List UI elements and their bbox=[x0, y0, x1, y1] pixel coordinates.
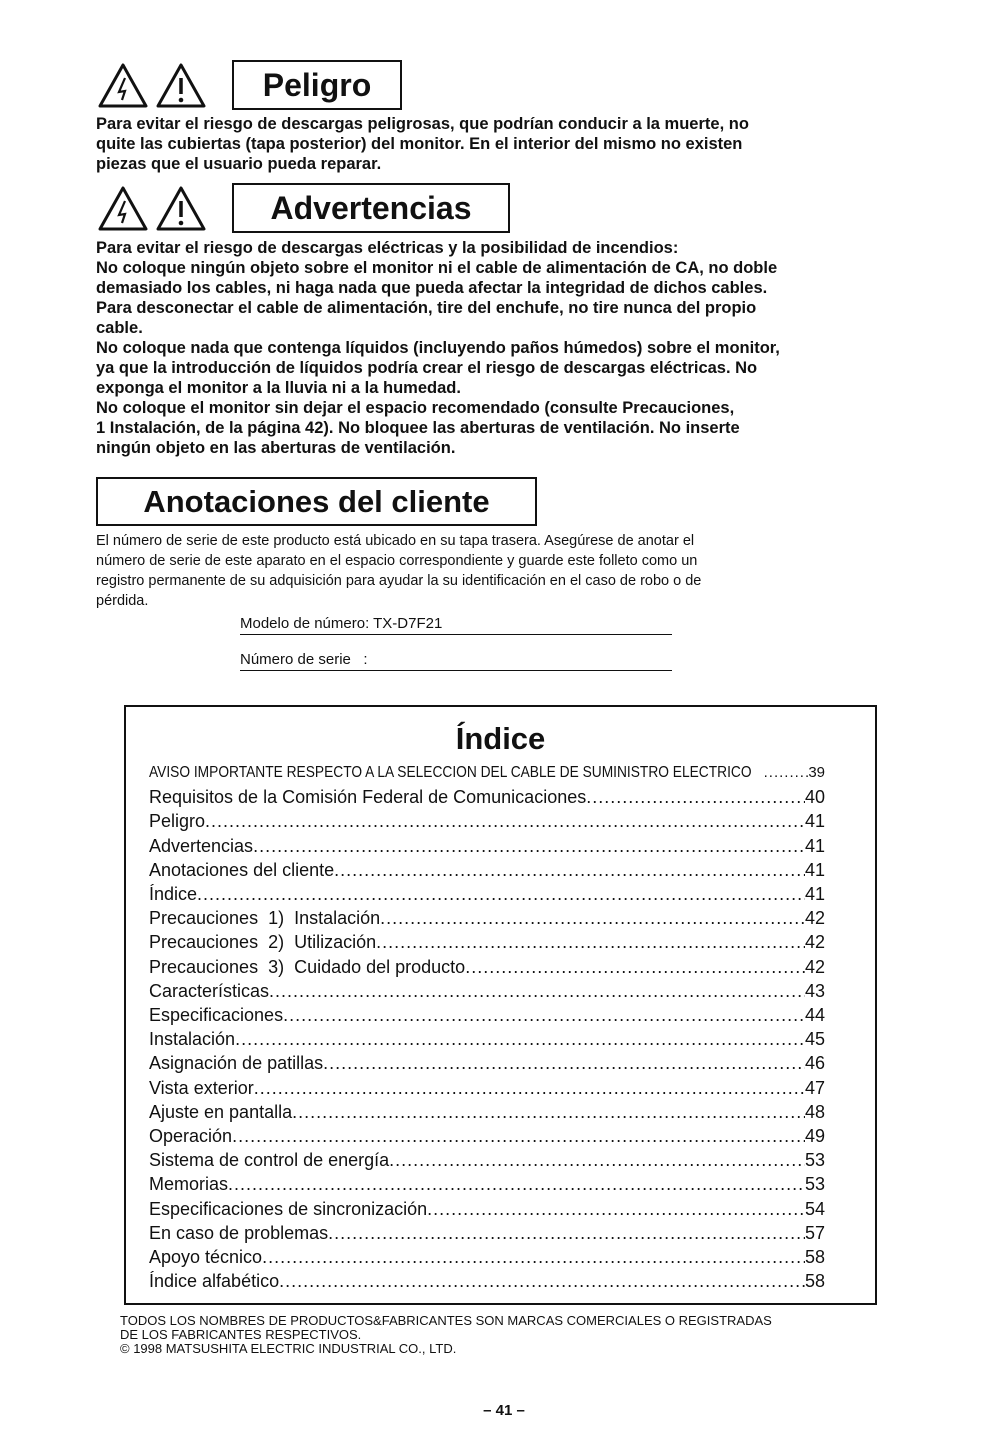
toc-entry-page: 41 bbox=[804, 811, 825, 832]
toc-entry-label: Apoyo técnico bbox=[149, 1247, 263, 1268]
text-line: No coloque el monitor sin dejar el espacio recomendado (consulte Precauciones, bbox=[96, 399, 735, 417]
toc-entry[interactable] bbox=[149, 1221, 825, 1245]
toc-entry-page: 58 bbox=[804, 1271, 825, 1292]
toc-entry[interactable] bbox=[149, 1148, 825, 1172]
toc-entry[interactable] bbox=[149, 906, 825, 930]
dot-leader bbox=[764, 761, 809, 785]
toc-entry-label: Instalación bbox=[149, 1029, 236, 1050]
electric-shock-warning-icon bbox=[98, 62, 148, 108]
serial-number-label: Número de serie : bbox=[240, 651, 368, 668]
toc-entry-page: 46 bbox=[804, 1053, 825, 1074]
toc-entry-page: 44 bbox=[804, 1005, 825, 1026]
toc-entry[interactable] bbox=[149, 761, 825, 785]
dot-leader bbox=[323, 1051, 805, 1075]
model-number-label: Modelo de número: TX-D7F21 bbox=[240, 615, 443, 632]
text-line: exponga el monitor a la lluvia ni a la humedad. bbox=[96, 379, 461, 397]
anotaciones-text bbox=[96, 531, 701, 611]
toc-entry-page: 49 bbox=[804, 1126, 825, 1147]
text-line: número de serie de este aparato en el espacio correspondiente y guarde este folleto como un bbox=[96, 553, 698, 569]
dot-leader bbox=[232, 1124, 805, 1148]
advertencias-title: Advertencias bbox=[232, 183, 510, 233]
toc-entry-page: 54 bbox=[804, 1198, 825, 1219]
toc-entry[interactable] bbox=[149, 955, 825, 979]
toc-entry-label: Anotaciones del cliente bbox=[149, 859, 335, 880]
toc-entry[interactable] bbox=[149, 834, 825, 858]
table-of-contents bbox=[124, 705, 877, 1305]
toc-entry-page: 42 bbox=[804, 956, 825, 977]
dot-leader bbox=[334, 858, 805, 882]
text-line: quite las cubiertas (tapa posterior) del monitor. En el interior del mismo no existen bbox=[96, 135, 743, 153]
text-line: © 1998 MATSUSHITA ELECTRIC INDUSTRIAL CO., LTD. bbox=[120, 1341, 457, 1356]
toc-entry-label: Memorias bbox=[149, 1174, 229, 1195]
toc-entry-label: Índice alfabético bbox=[149, 1271, 280, 1292]
toc-entry[interactable] bbox=[149, 1027, 825, 1051]
toc-entry[interactable] bbox=[149, 882, 825, 906]
toc-entry[interactable] bbox=[149, 809, 825, 833]
text-line: ya que la introducción de líquidos podría crear el riesgo de descargas eléctricas. No bbox=[96, 359, 758, 377]
text-line: Para evitar el riesgo de descargas eléctricas y la posibilidad de incendios: bbox=[96, 239, 679, 257]
toc-entry-page: 41 bbox=[804, 859, 825, 880]
toc-entry[interactable] bbox=[149, 785, 825, 809]
toc-entry[interactable] bbox=[149, 1172, 825, 1196]
dot-leader bbox=[586, 785, 805, 809]
toc-entry[interactable] bbox=[149, 979, 825, 1003]
anotaciones-title: Anotaciones del cliente bbox=[96, 477, 537, 526]
text-line: piezas que el usuario pueda reparar. bbox=[96, 155, 382, 173]
dot-leader bbox=[279, 1269, 805, 1293]
toc-entry-label: Especificaciones de sincronización bbox=[149, 1198, 428, 1219]
toc-entry-page: 41 bbox=[804, 835, 825, 856]
toc-entry-page: 53 bbox=[804, 1174, 825, 1195]
text-line: demasiado los cables, ni haga nada que pueda afectar la integridad de dichos cables. bbox=[96, 279, 768, 297]
dot-leader bbox=[197, 882, 805, 906]
electric-shock-warning-icon bbox=[98, 185, 148, 231]
toc-entry-label: Ajuste en pantalla bbox=[149, 1101, 293, 1122]
peligro-title: Peligro bbox=[232, 60, 402, 110]
toc-entry[interactable] bbox=[149, 1269, 825, 1293]
trademark-notice bbox=[120, 1314, 772, 1356]
toc-entry[interactable] bbox=[149, 1124, 825, 1148]
toc-entry[interactable] bbox=[149, 1003, 825, 1027]
toc-entry-label: Asignación de patillas bbox=[149, 1053, 324, 1074]
toc-entry-label: Precauciones 1) Instalación bbox=[149, 908, 381, 929]
dot-leader bbox=[269, 979, 805, 1003]
text-line: El número de serie de este producto está ubicado en su tapa trasera. Asegúrese de anotar el bbox=[96, 533, 695, 549]
page-number: – 41 – bbox=[483, 1402, 525, 1419]
dot-leader bbox=[262, 1245, 805, 1269]
model-number-field[interactable] bbox=[240, 614, 672, 635]
toc-entry-label: Características bbox=[149, 980, 270, 1001]
text-line: Para evitar el riesgo de descargas peligrosas, que podrían conducir a la muerte, no bbox=[96, 115, 749, 133]
text-line: DE LOS FABRICANTES RESPECTIVOS. bbox=[120, 1327, 362, 1342]
text-line: registro permanente de su adquisición para ayudar la su identificación en el caso de robo o de bbox=[96, 573, 702, 589]
toc-entry-label: Precauciones 2) Utilización bbox=[149, 932, 377, 953]
toc-entry-page: 47 bbox=[804, 1077, 825, 1098]
dot-leader bbox=[205, 809, 805, 833]
peligro-header bbox=[98, 60, 402, 110]
toc-entry-page: 42 bbox=[804, 932, 825, 953]
toc-entry-page: 57 bbox=[804, 1222, 825, 1243]
toc-entry-page: 45 bbox=[804, 1029, 825, 1050]
toc-entry-label: Especificaciones bbox=[149, 1005, 284, 1026]
toc-entry-page: 42 bbox=[804, 908, 825, 929]
toc-entry[interactable] bbox=[149, 858, 825, 882]
toc-entry-label: En caso de problemas bbox=[149, 1222, 329, 1243]
advertencias-text bbox=[96, 238, 780, 458]
toc-entry-label: Precauciones 3) Cuidado del producto bbox=[149, 956, 466, 977]
toc-entry[interactable] bbox=[149, 1197, 825, 1221]
text-line: pérdida. bbox=[96, 593, 149, 609]
dot-leader bbox=[328, 1221, 805, 1245]
text-line: No coloque nada que contenga líquidos (incluyendo paños húmedos) sobre el monitor, bbox=[96, 339, 780, 357]
peligro-text bbox=[96, 114, 749, 174]
toc-entry-label: Operación bbox=[149, 1126, 233, 1147]
toc-entry-page: 41 bbox=[804, 884, 825, 905]
caution-warning-icon bbox=[156, 62, 206, 108]
text-line: 1 Instalación, de la página 42). No bloquee las aberturas de ventilación. No inserte bbox=[96, 419, 740, 437]
toc-entry-label: Advertencias bbox=[149, 835, 254, 856]
toc-entry-label: AVISO IMPORTANTE RESPECTO A LA SELECCION DEL CABLE DE SUMINISTRO ELECTRICO bbox=[149, 764, 752, 781]
toc-entry[interactable] bbox=[149, 1076, 825, 1100]
toc-entry-label: Índice bbox=[149, 884, 198, 905]
toc-entry-page: 48 bbox=[804, 1101, 825, 1122]
toc-entry-page: 40 bbox=[804, 787, 825, 808]
text-line: Para desconectar el cable de alimentación, tire del enchufe, no tire nunca del propio bbox=[96, 299, 757, 317]
dot-leader bbox=[376, 930, 805, 954]
text-line: ningún objeto en las aberturas de ventilación. bbox=[96, 439, 456, 457]
toc-entry-page: 43 bbox=[804, 980, 825, 1001]
text-line: No coloque ningún objeto sobre el monitor ni el cable de alimentación de CA, no doble bbox=[96, 259, 778, 277]
advertencias-header bbox=[98, 183, 510, 233]
caution-warning-icon bbox=[156, 185, 206, 231]
serial-number-field[interactable] bbox=[240, 650, 672, 671]
toc-entry-page: 58 bbox=[804, 1247, 825, 1268]
dot-leader bbox=[235, 1027, 805, 1051]
dot-leader bbox=[389, 1148, 805, 1172]
dot-leader bbox=[465, 955, 805, 979]
dot-leader bbox=[292, 1100, 805, 1124]
toc-entry[interactable] bbox=[149, 1100, 825, 1124]
toc-entry[interactable] bbox=[149, 1051, 825, 1075]
text-line: cable. bbox=[96, 319, 143, 337]
dot-leader bbox=[253, 834, 805, 858]
toc-entry-page: 39 bbox=[808, 764, 825, 781]
dot-leader bbox=[228, 1172, 805, 1196]
toc-entry-page: 53 bbox=[804, 1150, 825, 1171]
text-line: TODOS LOS NOMBRES DE PRODUCTOS&FABRICANTES SON MARCAS COMERCIALES O REGISTRADAS bbox=[120, 1313, 772, 1328]
dot-leader bbox=[380, 906, 805, 930]
toc-entry-label: Peligro bbox=[149, 811, 206, 832]
toc-entry-label: Vista exterior bbox=[149, 1077, 254, 1098]
toc-title: Índice bbox=[455, 721, 546, 756]
toc-entry-label: Requisitos de la Comisión Federal de Comunicaciones bbox=[149, 787, 587, 808]
dot-leader bbox=[254, 1076, 805, 1100]
toc-entry[interactable] bbox=[149, 930, 825, 954]
dot-leader bbox=[283, 1003, 805, 1027]
dot-leader bbox=[427, 1197, 805, 1221]
toc-entry-label: Sistema de control de energía bbox=[149, 1150, 390, 1171]
toc-entry[interactable] bbox=[149, 1245, 825, 1269]
